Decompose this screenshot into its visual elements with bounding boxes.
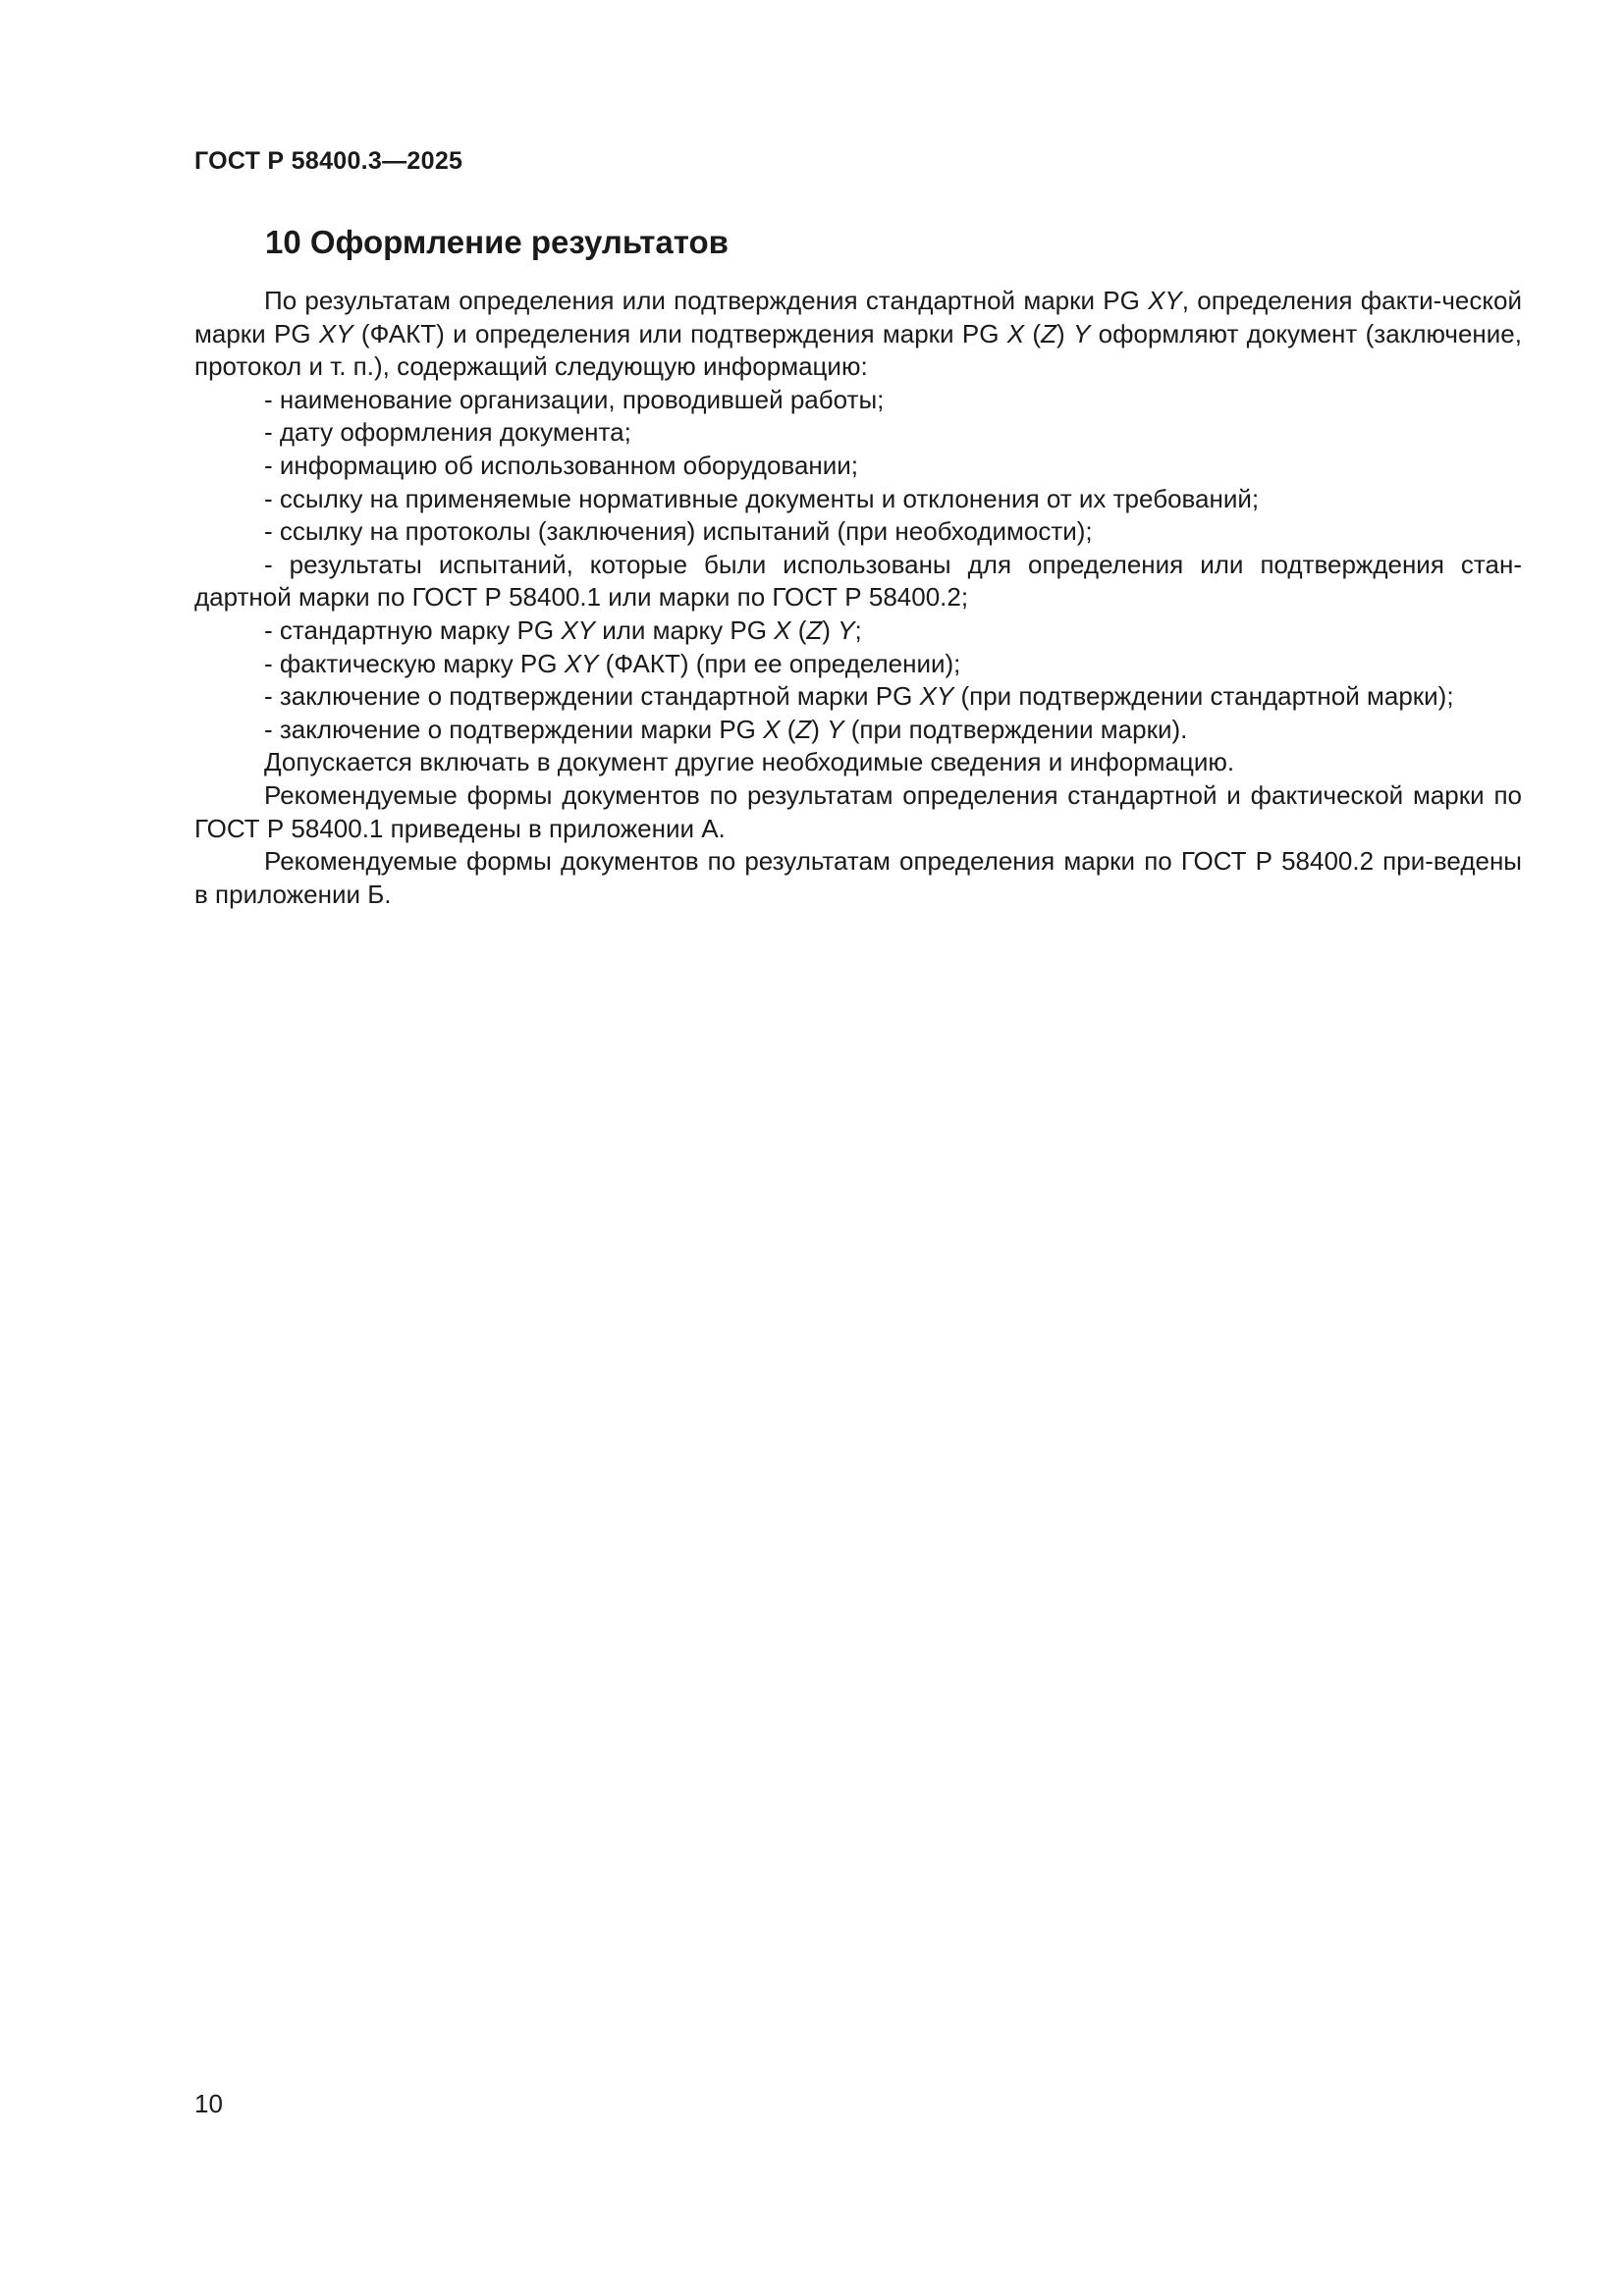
text-run: (	[1024, 318, 1042, 348]
section-body	[194, 285, 1522, 911]
text-run: - фактическую марку PG	[264, 648, 565, 678]
text-run: ;	[854, 614, 862, 645]
list-item: - ссылку на протоколы (заключения) испытаний (при необходимости);	[264, 516, 1093, 547]
italic-run: Y	[1072, 318, 1091, 348]
text-run: оформляют документ (заключение, протокол и т. п.), содержащий следующую информацию:	[194, 318, 1522, 382]
italic-run: Z	[795, 714, 812, 744]
italic-run: X	[1006, 318, 1025, 348]
section-title: 10 Оформление результатов	[265, 224, 729, 260]
italic-run: XY	[1148, 286, 1182, 315]
text-run: (при подтверждении марки).	[843, 714, 1188, 744]
italic-run: X	[763, 714, 781, 744]
body-paragraph: Рекомендуемые формы документов по результатам определения стандартной и фактической марки по ГОСТ Р 58400.1 приведены в приложении А.	[194, 779, 1522, 843]
document-code: ГОСТ Р 58400.3—2025	[194, 147, 463, 175]
italic-run: Y	[827, 714, 844, 744]
text-run: - стандартную марку PG	[264, 614, 562, 645]
text-run: - заключение о подтверждении стандартной марки PG	[264, 681, 920, 712]
italic-run: Z	[806, 614, 823, 645]
text-run: )	[1056, 318, 1073, 348]
italic-run: Y	[838, 614, 855, 645]
list-item: - результаты испытаний, которые были использованы для определения или подтверждения стан-дартной марки по ГОСТ Р 58400.1 или марки по ГОСТ Р 58400.2;	[194, 549, 1522, 613]
list-item: - дату оформления документа;	[264, 417, 631, 448]
list-item: - ссылку на применяемые нормативные документы и отклонения от их требований;	[264, 483, 1260, 513]
italic-run: XY	[919, 681, 954, 712]
page-number: 10	[194, 2089, 223, 2118]
text-run: (ФАКТ) (при ее определении);	[598, 648, 961, 678]
body-paragraph: Допускается включать в документ другие необходимые сведения и информацию.	[264, 747, 1235, 777]
list-item	[194, 614, 1522, 648]
italic-run: XY	[561, 614, 595, 645]
list-item	[194, 714, 1522, 747]
text-run: )	[811, 714, 828, 744]
text-run: (	[790, 614, 807, 645]
info-list	[194, 384, 1522, 747]
italic-run: Z	[1041, 318, 1056, 348]
italic-run: X	[774, 614, 791, 645]
text-run: , определения факти-ческой марки PG	[194, 286, 1522, 348]
text-run: - заключение о подтверждении марки PG	[264, 714, 764, 744]
text-run: По результатам определения или подтверждения стандартной марки PG	[264, 286, 1149, 315]
text-run: (ФАКТ) и определения или подтверждения марки PG	[352, 318, 1007, 348]
text-run: или марку PG	[595, 614, 775, 645]
list-item: - информацию об использованном оборудовании;	[264, 450, 859, 480]
text-run: (при подтверждении стандартной марки);	[953, 681, 1454, 712]
list-item	[194, 680, 1522, 714]
italic-run: XY	[564, 648, 599, 678]
text-run: )	[822, 614, 839, 645]
intro-paragraph	[194, 285, 1522, 384]
body-paragraph: Рекомендуемые формы документов по результатам определения марки по ГОСТ Р 58400.2 при-ведены в приложении Б.	[194, 846, 1522, 909]
list-item: - наименование организации, проводившей работы;	[264, 384, 885, 414]
text-run: (	[780, 714, 796, 744]
italic-run: XY	[318, 318, 353, 348]
list-item	[194, 648, 1522, 681]
